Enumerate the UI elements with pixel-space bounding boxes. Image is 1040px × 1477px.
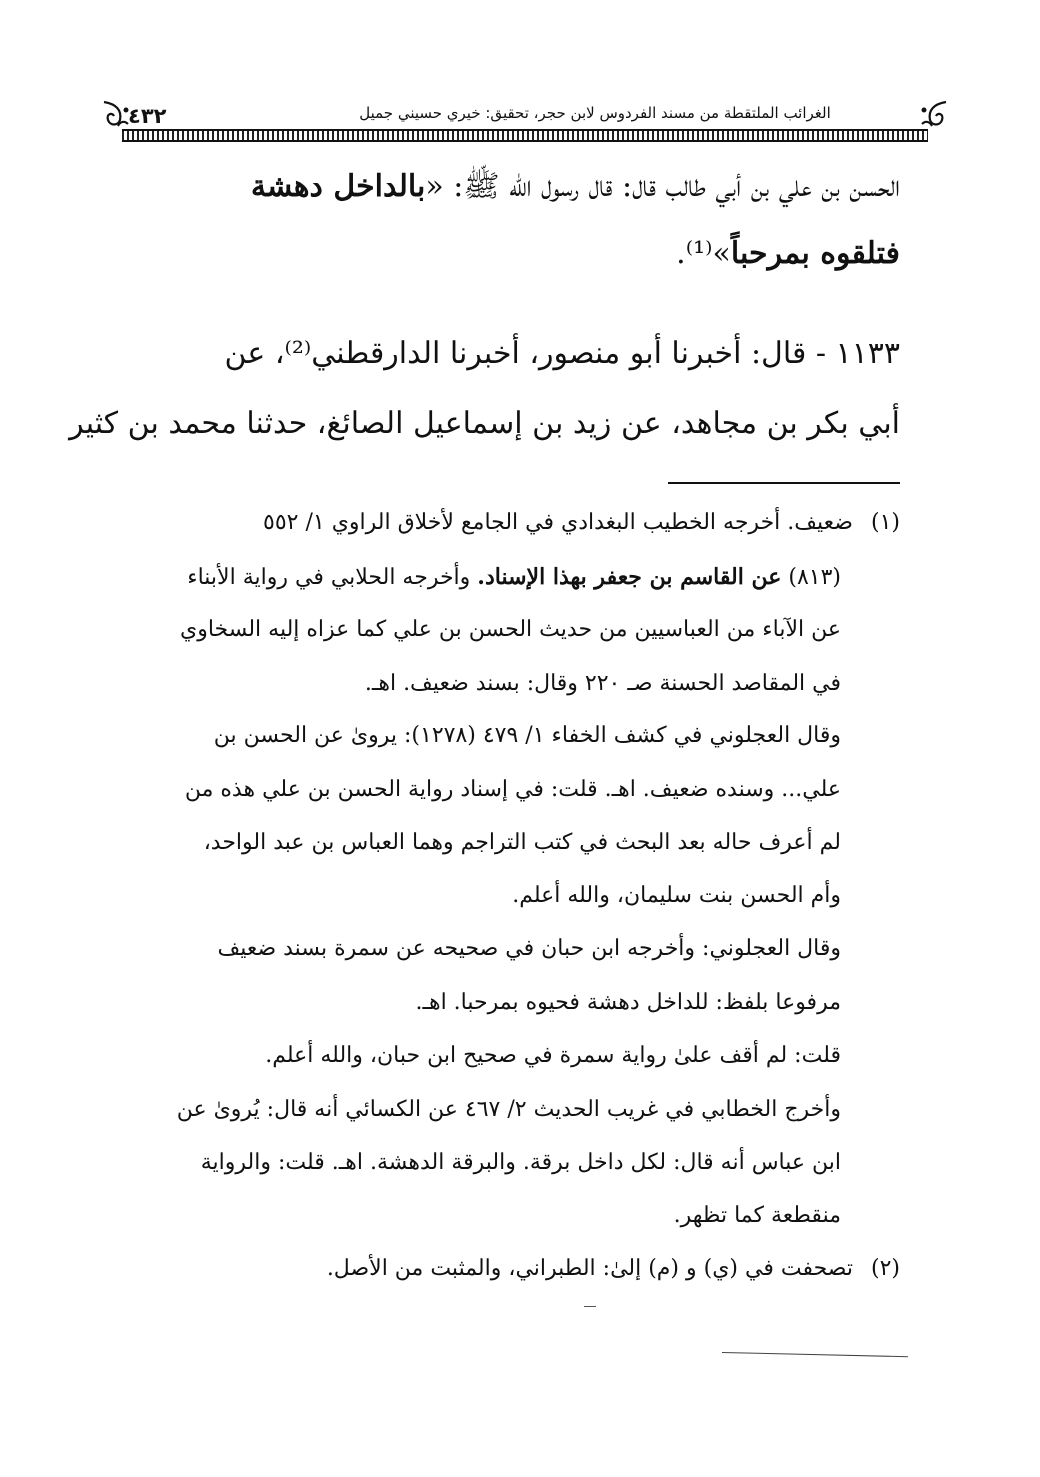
- footnote-1-text-1: ضعيف. أخرجه الخطيب البغدادي في الجامع لأخلاق الراوي ١/ ٥٥٢: [263, 510, 853, 535]
- footnote-1-number: (١): [870, 510, 900, 535]
- body-line-4: أبي بكر بن مجاهد، عن زيد بن إسماعيل الصائغ، حدثنا محمد بن كثير: [69, 406, 900, 441]
- hadith-text-bold: بالداخل دهشة: [250, 169, 426, 204]
- body-line-2: [134, 236, 900, 271]
- footnote-2-number: (٢): [870, 1256, 900, 1281]
- body-line-2-end: »⁽¹⁾.: [676, 236, 731, 271]
- hadith-text-bold-2: فتلقوه بمرحباً: [730, 236, 900, 271]
- footnote-separator: [668, 482, 900, 484]
- footnote-1-bold: عن القاسم بن جعفر بهذا الإسناد.: [477, 564, 782, 590]
- footnote-1-line-4: في المقاصد الحسنة صـ ٢٢٠ وقال: بسند ضعيف. اهـ.: [364, 671, 841, 696]
- footnote-1-line-1: [134, 510, 900, 535]
- footnote-1-line-5: وقال العجلوني في كشف الخفاء ١/ ٤٧٩ (١٢٧٨): يروىٰ عن الحسن بن: [213, 723, 841, 748]
- footnote-1-line-14: منقطعة كما تظهر.: [673, 1203, 841, 1228]
- footnote-1-line-2: [134, 564, 841, 590]
- footnote-1-ref: (٨١٣): [788, 565, 841, 590]
- footnote-1-line-3: عن الآباء من العباسيين من حديث الحسن بن علي كما عزاه إليه السخاوي: [179, 617, 841, 642]
- footnote-1-line-10: مرفوعا بلفظ: للداخل دهشة فحيوه بمرحبا. اهـ.: [415, 990, 841, 1015]
- footnote-1-line-12: وأخرج الخطابي في غريب الحديث ٢/ ٤٦٧ عن الكسائي أنه قال: يُروىٰ عن: [176, 1097, 841, 1122]
- body-line-3: ١١٣٣ - قال: أخبرنا أبو منصور، أخبرنا الدارقطني⁽²⁾، عن: [224, 336, 900, 371]
- footnote-1-line-7: لم أعرف حاله بعد البحث في كتب التراجم وهما العباس بن عبد الواحد،: [203, 830, 841, 855]
- stray-line: [722, 1352, 908, 1357]
- footnote-1-line-13: ابن عباس أنه قال: لكل داخل برقة. والبرقة الدهشة. اهـ. قلت: والرواية: [200, 1150, 841, 1175]
- footnote-1-text-2: وأخرجه الحلابي في رواية الأبناء: [187, 565, 471, 590]
- ornament-left-icon: [100, 98, 134, 130]
- footnote-1-line-9: وقال العجلوني: وأخرجه ابن حبان في صحيحه عن سمرة بسند ضعيف: [217, 936, 841, 961]
- stray-mark: [584, 1306, 596, 1307]
- footnote-1-line-8: وأم الحسن بنت سليمان، والله أعلم.: [512, 883, 841, 908]
- footnote-2-text: تصحفت في (ي) و (م) إلىٰ: الطبراني، والمثبت من الأصل.: [326, 1256, 853, 1281]
- footnote-1-line-6: علي... وسنده ضعيف. اهـ. قلت: في إسناد رواية الحسن بن علي هذه من: [184, 777, 841, 802]
- body-line-1-text: الحسن بن علي بن أبي طالب قال: قال رسول الله ﷺ: «: [425, 169, 900, 204]
- body-line-1: [134, 168, 900, 211]
- page-number: ٤٣٢: [128, 104, 167, 128]
- footnote-2-line-1: [134, 1256, 900, 1281]
- header-rule: [122, 129, 928, 142]
- running-header: [100, 98, 950, 144]
- footnote-1-line-11: قلت: لم أقف علىٰ رواية سمرة في صحيح ابن حبان، والله أعلم.: [265, 1043, 841, 1068]
- ornament-right-icon: [916, 98, 950, 130]
- header-title: الغرائب الملتقطة من مسند الفردوس لابن حجر، تحقيق: خيري حسيني جميل: [359, 104, 831, 122]
